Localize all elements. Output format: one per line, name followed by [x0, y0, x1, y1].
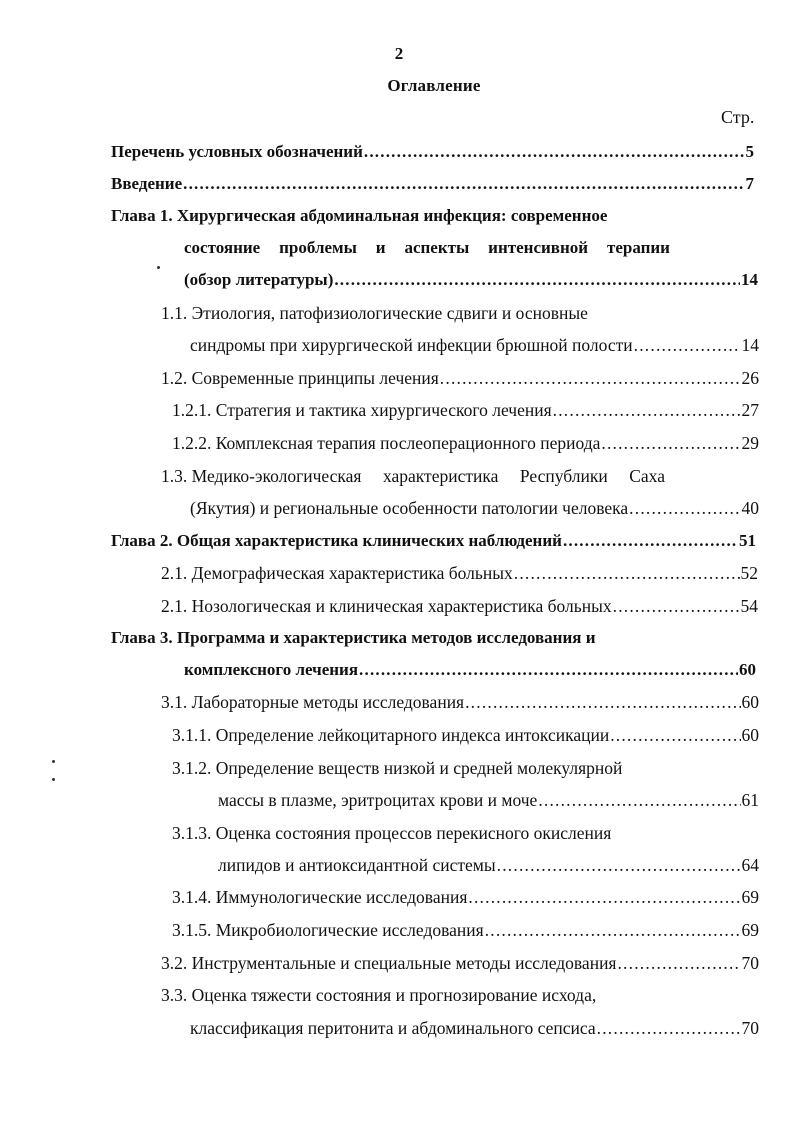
toc-word: характеристика — [382, 466, 499, 486]
toc-entry-page: 27 — [741, 400, 759, 420]
toc-chapter-3-line-1[interactable] — [111, 627, 596, 649]
scan-speck — [52, 760, 55, 763]
toc-section-3-1-2-line-2[interactable] — [218, 789, 759, 811]
toc-leader-dots — [538, 789, 740, 811]
toc-entry-text: 3.1.5. Микробиологические исследования — [172, 920, 484, 940]
toc-entry-page: 69 — [741, 887, 759, 907]
toc-word: 1.3. Медико-экологическая — [161, 466, 362, 486]
toc-entry-abbreviations[interactable] — [111, 141, 754, 163]
page-column-label: Стр. — [721, 107, 755, 127]
toc-entry-page: 70 — [741, 953, 759, 973]
toc-entry-text: комплексного лечения — [184, 660, 359, 679]
toc-leader-dots — [334, 269, 740, 291]
toc-section-1-1-line-2[interactable] — [190, 334, 759, 356]
toc-leader-dots — [497, 854, 741, 876]
page-number: 2 — [394, 44, 404, 63]
toc-leader-dots — [563, 530, 738, 552]
toc-entry-text: 3.1.4. Иммунологические исследования — [172, 887, 468, 907]
toc-entry-page: 60 — [741, 692, 759, 712]
toc-section-3-1-1[interactable] — [172, 724, 759, 746]
toc-section-1-1-line-1[interactable] — [161, 302, 588, 324]
toc-entry-text: 2.1. Нозологическая и клиническая характеристика больных — [161, 596, 612, 616]
toc-entry-text: Глава 1. Хирургическая абдоминальная инфекция: современное — [111, 206, 608, 225]
toc-leader-dots — [359, 659, 738, 681]
toc-entry-text: 3.2. Инструментальные и специальные методы исследования — [161, 953, 617, 973]
toc-entry-page: 5 — [745, 142, 754, 161]
toc-entry-page: 54 — [740, 596, 758, 616]
toc-chapter-1-line-1[interactable] — [111, 205, 607, 227]
toc-entry-page: 70 — [741, 1018, 759, 1038]
toc-section-2-1-demographic[interactable] — [161, 562, 758, 584]
toc-leader-dots — [183, 173, 744, 195]
toc-leader-dots — [440, 367, 741, 389]
toc-entry-page: 51 — [739, 531, 756, 550]
toc-entry-page: 29 — [741, 433, 759, 453]
toc-section-3-1-3-line-2[interactable] — [218, 854, 759, 876]
toc-section-3-1-3-line-1[interactable] — [172, 822, 611, 844]
toc-entry-text: 2.1. Демографическая характеристика больных — [161, 563, 513, 583]
toc-entry-text: Введение — [111, 174, 183, 193]
toc-chapter-3-line-2[interactable] — [184, 659, 756, 681]
toc-entry-page: 69 — [741, 920, 759, 940]
toc-entry-page: 14 — [741, 335, 759, 355]
toc-entry-text: синдромы при хирургической инфекции брюшной полости — [190, 335, 633, 355]
toc-section-3-3-line-2[interactable] — [190, 1017, 759, 1039]
toc-chapter-2[interactable] — [111, 530, 756, 552]
toc-section-3-1-4[interactable] — [172, 886, 759, 908]
toc-leader-dots — [610, 724, 740, 746]
scan-speck — [157, 266, 160, 269]
toc-entry-page: 40 — [741, 498, 759, 518]
toc-section-1-3-line-2[interactable] — [190, 497, 759, 519]
document-title: Оглавление — [387, 76, 481, 95]
toc-entry-text: липидов и антиоксидантной системы — [218, 855, 496, 875]
toc-entry-text: 1.2.1. Стратегия и тактика хирургического лечения — [172, 400, 552, 420]
toc-leader-dots — [629, 497, 740, 519]
toc-section-1-2[interactable] — [161, 367, 759, 389]
toc-entry-text: 3.1.2. Определение веществ низкой и средней молекулярной — [172, 758, 623, 778]
toc-entry-text: Перечень условных обозначений — [111, 142, 363, 161]
toc-entry-page: 64 — [741, 855, 759, 875]
toc-leader-dots — [634, 334, 741, 356]
toc-leader-dots — [553, 399, 741, 421]
toc-chapter-1-line-2[interactable] — [184, 237, 670, 259]
toc-entry-text: 1.2.2. Комплексная терапия послеоперационного периода — [172, 433, 601, 453]
scan-speck — [52, 778, 55, 781]
toc-entry-page: 7 — [745, 174, 754, 193]
toc-leader-dots — [485, 919, 741, 941]
toc-section-3-3-line-1[interactable] — [161, 984, 596, 1006]
toc-word: аспекты — [404, 238, 470, 257]
toc-word: Саха — [629, 466, 665, 486]
toc-section-1-2-2[interactable] — [172, 432, 759, 454]
toc-entry-page: 61 — [741, 790, 759, 810]
toc-word: интенсивной — [488, 238, 589, 257]
toc-entry-page: 14 — [741, 270, 758, 289]
toc-entry-text: 1.2. Современные принципы лечения — [161, 368, 439, 388]
toc-entry-text: массы в плазме, эритроцитах крови и моче — [218, 790, 538, 810]
toc-entry-text: 3.3. Оценка тяжести состояния и прогнозирование исхода, — [161, 985, 597, 1005]
toc-leader-dots — [601, 432, 740, 454]
toc-chapter-1-line-3[interactable] — [184, 269, 758, 291]
toc-section-1-3-line-1[interactable] — [161, 465, 665, 487]
toc-section-3-2[interactable] — [161, 952, 759, 974]
toc-word: терапии — [606, 238, 670, 257]
toc-leader-dots — [597, 1017, 741, 1039]
toc-entry-page: 60 — [739, 660, 756, 679]
toc-entry-text: 3.1. Лабораторные методы исследования — [161, 692, 465, 712]
toc-section-3-1[interactable] — [161, 691, 759, 713]
toc-entry-page: 52 — [740, 563, 758, 583]
toc-word: состояние — [184, 238, 261, 257]
toc-section-3-1-5[interactable] — [172, 919, 759, 941]
toc-entry-page: 26 — [741, 368, 759, 388]
toc-section-2-1-nosological[interactable] — [161, 595, 758, 617]
toc-entry-text: классификация перитонита и абдоминального сепсиса — [190, 1018, 596, 1038]
toc-entry-introduction[interactable] — [111, 173, 754, 195]
toc-section-1-2-1[interactable] — [172, 399, 759, 421]
toc-entry-text: 3.1.1. Определение лейкоцитарного индекса интоксикации — [172, 725, 610, 745]
toc-entry-text: Глава 2. Общая характеристика клинических наблюдений — [111, 531, 562, 550]
toc-word: Республики — [519, 466, 608, 486]
toc-entry-text: 3.1.3. Оценка состояния процессов перекисного окисления — [172, 823, 612, 843]
toc-entry-text: (обзор литературы) — [184, 270, 334, 289]
toc-leader-dots — [514, 562, 740, 584]
toc-leader-dots — [613, 595, 740, 617]
toc-section-3-1-2-line-1[interactable] — [172, 757, 622, 779]
toc-word: и — [375, 238, 386, 257]
toc-word: проблемы — [279, 238, 357, 257]
toc-leader-dots — [617, 952, 740, 974]
toc-entry-text: 1.1. Этиология, патофизиологические сдвиги и основные — [161, 303, 588, 323]
toc-leader-dots — [364, 141, 745, 163]
toc-entry-page: 60 — [741, 725, 759, 745]
toc-leader-dots — [468, 886, 740, 908]
toc-leader-dots — [465, 691, 740, 713]
toc-entry-text: (Якутия) и региональные особенности патологии человека — [190, 498, 629, 518]
toc-entry-text: Глава 3. Программа и характеристика методов исследования и — [111, 628, 596, 647]
